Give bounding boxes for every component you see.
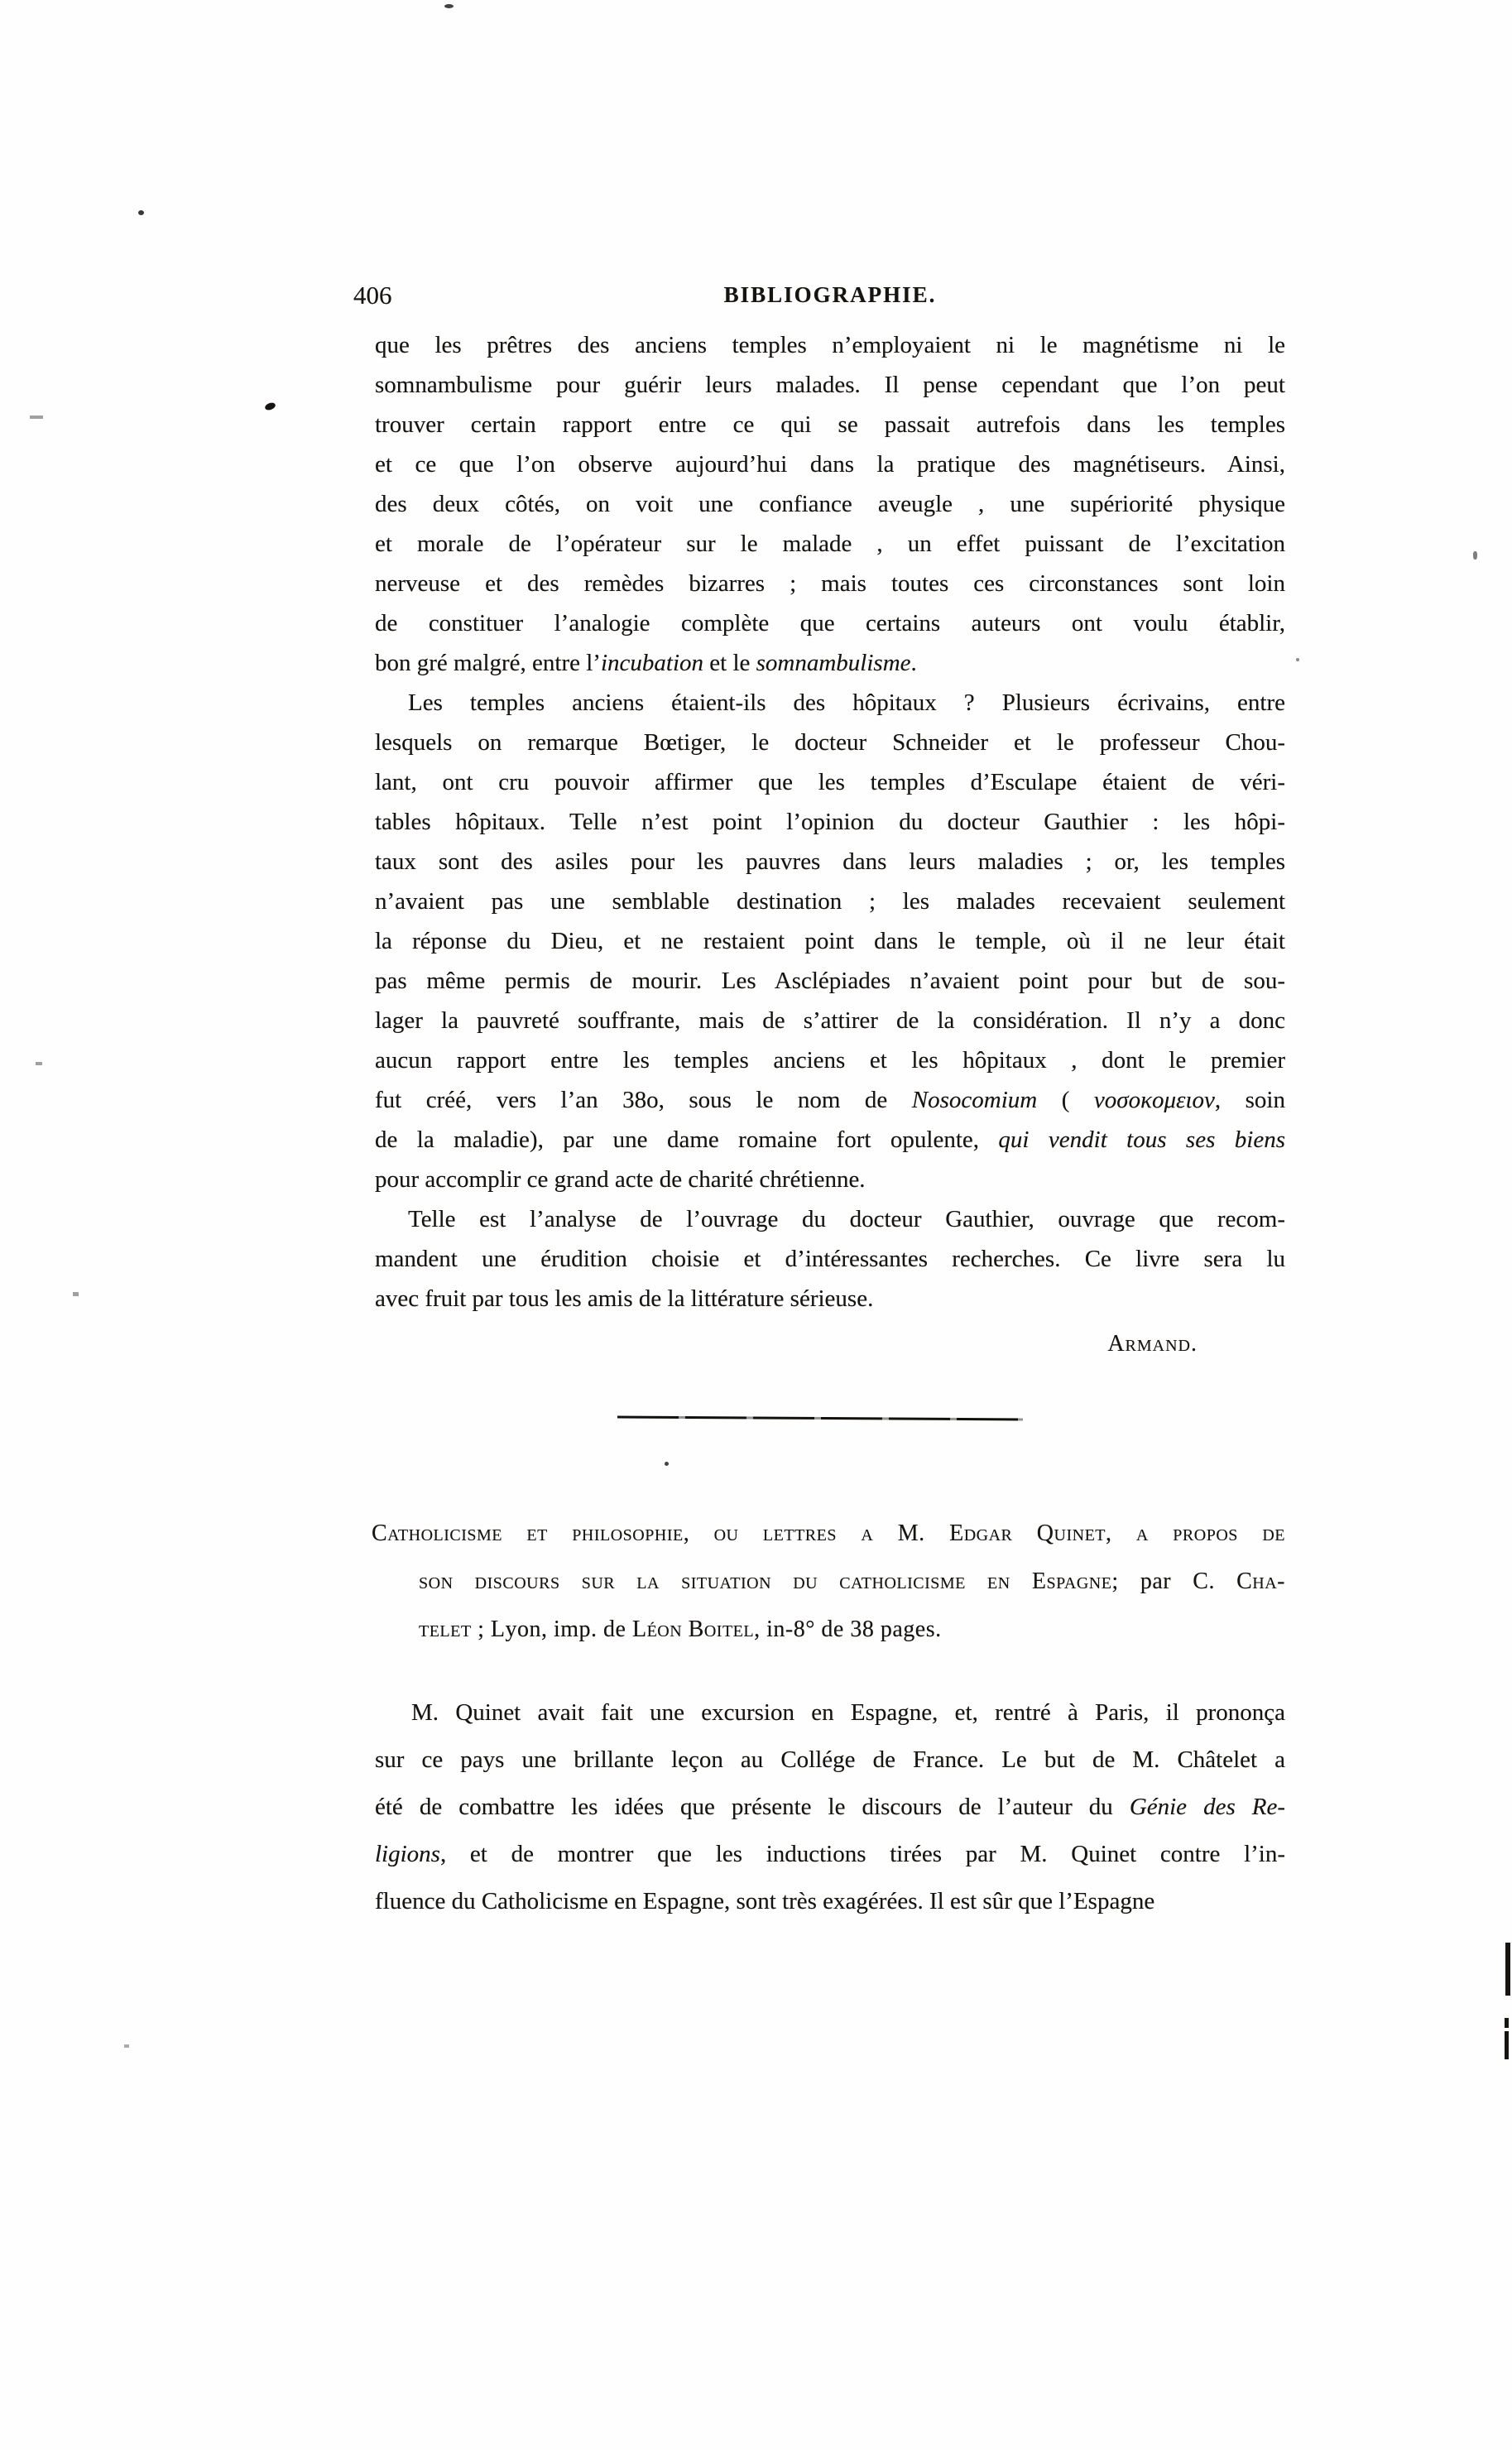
text-segment: et le — [703, 650, 756, 676]
text-segment: par — [1140, 1568, 1172, 1594]
text-line — [372, 1558, 1285, 1606]
text-line — [375, 1784, 1285, 1831]
article-body — [375, 325, 1285, 1319]
text-line — [375, 484, 1285, 524]
author-signature: Armand. — [1107, 1331, 1198, 1357]
text-segment: n’avaient pas une semblable destination ; les malades recevaient seulement — [375, 888, 1285, 915]
text-segment: trouver certain rapport entre ce qui se passait autrefois dans les temples — [375, 411, 1285, 438]
text-segment: aucun rapport entre les temples anciens et les hôpitaux , dont le premier — [375, 1047, 1285, 1074]
italic-text: ligions — [375, 1841, 440, 1867]
text-segment: lager la pauvreté souffrante, mais de s’attirer de la considération. Il n’y a donc — [375, 1007, 1285, 1034]
margin-mark — [73, 1292, 79, 1296]
text-segment: nerveuse et des remèdes bizarres ; mais toutes ces circonstances sont loin — [375, 570, 1285, 597]
text-segment: M. Quinet avait fait une excursion en Espagne, et, rentré à Paris, il prononça — [411, 1699, 1285, 1726]
text-line — [375, 1080, 1285, 1120]
text-segment: que les prêtres des anciens temples n’employaient ni le magnétisme ni le — [375, 332, 1285, 358]
text-segment: , et de montrer que les inductions tirées par M. Quinet contre l’in- — [439, 1841, 1285, 1867]
text-segment: Les temples anciens étaient-ils des hôpitaux ? Plusieurs écrivains, entre — [408, 689, 1285, 716]
text-segment: , in-8° de 38 pages. — [754, 1617, 942, 1642]
text-line — [375, 762, 1285, 802]
text-line — [375, 802, 1285, 842]
text-segment: . — [910, 650, 917, 676]
text-line — [375, 882, 1285, 921]
ink-speck — [138, 210, 144, 215]
text-line — [375, 1737, 1285, 1784]
ink-speck — [665, 1462, 669, 1466]
ink-speck — [1296, 658, 1299, 661]
section-divider-rule — [617, 1416, 1023, 1421]
italic-text: qui vendit tous ses biens — [998, 1127, 1285, 1153]
italic-text: somnambulisme — [756, 650, 911, 676]
margin-mark — [30, 416, 43, 419]
text-line — [375, 564, 1285, 603]
text-segment: yon, imp. de — [505, 1617, 632, 1642]
text-line — [375, 961, 1285, 1001]
margin-mark — [124, 2044, 129, 2048]
text-line — [375, 1160, 1285, 1199]
text-segment: sur ce pays une brillante leçon au Collége de France. Le but de M. Châtelet a — [375, 1746, 1285, 1773]
text-line — [375, 1120, 1285, 1160]
text-segment: mandent une érudition choisie et d’intéressantes recherches. Ce livre sera lu — [375, 1246, 1285, 1272]
margin-mark — [36, 1062, 42, 1065]
text-line — [375, 603, 1285, 643]
text-line — [375, 1279, 1285, 1319]
text-line — [375, 325, 1285, 365]
text-segment: avec fruit par tous les amis de la littérature sérieuse. — [375, 1285, 874, 1312]
scan-edge-line — [1505, 2031, 1509, 2059]
text-line — [375, 1689, 1285, 1737]
text-segment: de la maladie), par une dame romaine fort opulente, — [375, 1127, 999, 1153]
running-header: BIBLIOGRAPHIE. — [723, 282, 937, 307]
ink-speck — [444, 4, 454, 8]
text-segment: Catholicisme et philosophie, ou lettres a M. Edgar Quinet, a propos de — [372, 1520, 1285, 1546]
italic-text: incubation — [600, 650, 704, 676]
text-segment: , soin — [1214, 1087, 1285, 1113]
text-line — [375, 683, 1285, 723]
text-line — [375, 1040, 1285, 1080]
text-segment: tables hôpitaux. Telle n’est point l’opinion du docteur Gauthier : les hôpi- — [375, 809, 1285, 835]
text-segment: son discours sur la situation du catholicisme en Espagne; — [419, 1568, 1140, 1594]
text-line — [372, 1510, 1285, 1558]
text-segment: ( — [1037, 1087, 1094, 1113]
italic-text: Génie des Re- — [1129, 1794, 1285, 1820]
ink-speck — [264, 401, 276, 411]
text-line — [375, 1199, 1285, 1239]
text-segment: des deux côtés, on voit une confiance aveugle , une supériorité physique — [375, 491, 1285, 517]
text-segment: fluence du Catholicisme en Espagne, sont très exagérées. Il est sûr que l’Espagne — [375, 1888, 1155, 1914]
text-line — [372, 1606, 1285, 1654]
text-segment: de constituer l’analogie complète que certains auteurs ont voulu établir, — [375, 610, 1285, 637]
text-line — [375, 723, 1285, 762]
italic-text: Nosocomium — [911, 1087, 1038, 1113]
text-segment: et morale de l’opérateur sur le malade , un effet puissant de l’excitation — [375, 531, 1285, 557]
page-number: 406 — [353, 281, 392, 310]
text-line — [375, 405, 1285, 444]
scan-edge-line — [1505, 2018, 1509, 2028]
text-segment: Telle est l’analyse de l’ouvrage du docteur Gauthier, ouvrage que recom- — [408, 1206, 1285, 1232]
text-line — [375, 643, 1285, 683]
text-segment: telet ; L — [419, 1617, 506, 1642]
notice-paragraph — [375, 1689, 1285, 1925]
text-line — [375, 365, 1285, 405]
text-segment: fut créé, vers l’an 38o, sous le nom de — [375, 1087, 912, 1113]
text-line — [375, 1831, 1285, 1878]
text-segment: lesquels on remarque Bœtiger, le docteur Schneider et le professeur Chou- — [375, 729, 1285, 756]
text-segment: pour accomplir ce grand acte de charité chrétienne. — [375, 1166, 866, 1193]
text-segment: la réponse du Dieu, et ne restaient point dans le temple, où il ne leur était — [375, 928, 1285, 954]
text-line — [375, 524, 1285, 564]
text-segment: lant, ont cru pouvoir affirmer que les temples d’Esculape étaient de véri- — [375, 769, 1285, 795]
ink-speck — [1473, 551, 1477, 560]
bibliographic-notice-heading — [372, 1510, 1285, 1654]
text-line — [375, 921, 1285, 961]
text-segment: et ce que l’on observe aujourd’hui dans la pratique des magnétiseurs. Ainsi, — [375, 451, 1285, 478]
text-line — [375, 1878, 1285, 1925]
text-segment: Léon Boitel — [631, 1617, 755, 1642]
text-line — [375, 1001, 1285, 1040]
italic-text: νοσοκομειον — [1093, 1087, 1215, 1113]
text-segment: été de combattre les idées que présente le discours de l’auteur du — [375, 1794, 1130, 1820]
scan-edge-line — [1505, 1943, 1510, 1996]
text-segment: C. Cha- — [1171, 1568, 1285, 1594]
text-segment: taux sont des asiles pour les pauvres dans leurs maladies ; or, les temples — [375, 848, 1285, 875]
text-segment: somnambulisme pour guérir leurs malades. Il pense cependant que l’on peut — [375, 372, 1285, 398]
text-segment: bon gré malgré, entre l’ — [375, 650, 601, 676]
text-line — [375, 842, 1285, 882]
text-line — [375, 1239, 1285, 1279]
text-segment: pas même permis de mourir. Les Asclépiades n’avaient point pour but de sou- — [375, 968, 1285, 994]
text-line — [375, 444, 1285, 484]
